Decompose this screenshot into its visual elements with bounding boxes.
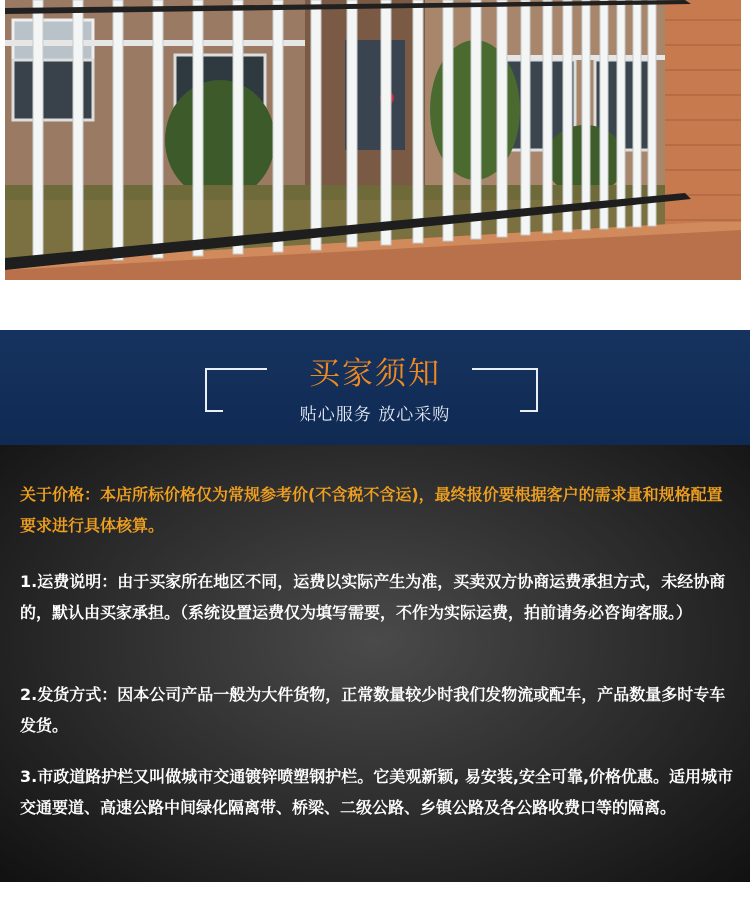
banner-subtitle: 贴心服务 放心采购 bbox=[299, 405, 451, 425]
fence-photo bbox=[5, 0, 741, 280]
product-note: 3.市政道路护栏又叫做城市交通镀锌喷塑钢护栏。它美观新颖, 易安装,安全可靠,价格优惠。适用城市交通要道、高速公路中间绿化隔离带、桥梁、二级公路、乡镇公路及各公路收费口等的隔离。 bbox=[20, 767, 734, 817]
bottom-spacer bbox=[0, 882, 750, 917]
buyer-notice-banner bbox=[0, 330, 750, 445]
delivery-note: 2.发货方式：因本公司产品一般为大件货物，正常数量较少时我们发物流或配车，产品数量多时专车发货。 bbox=[20, 685, 726, 735]
notes-section bbox=[0, 445, 750, 882]
shipping-fee-note: 1.运费说明：由于买家所在地区不同，运费以实际产生为准，买卖双方协商运费承担方式，未经协商的，默认由买家承担。（系统设置运费仅为填写需要，不作为实际运费，拍前请务必咨询客服。） bbox=[20, 572, 726, 622]
fence-photo-drawing bbox=[5, 0, 741, 280]
banner-title: 买家须知 bbox=[309, 356, 441, 392]
price-note: 关于价格：本店所标价格仅为常规参考价(不含税不含运)，最终报价要根据客户的需求量和规格配置要求进行具体核算。 bbox=[20, 485, 723, 535]
